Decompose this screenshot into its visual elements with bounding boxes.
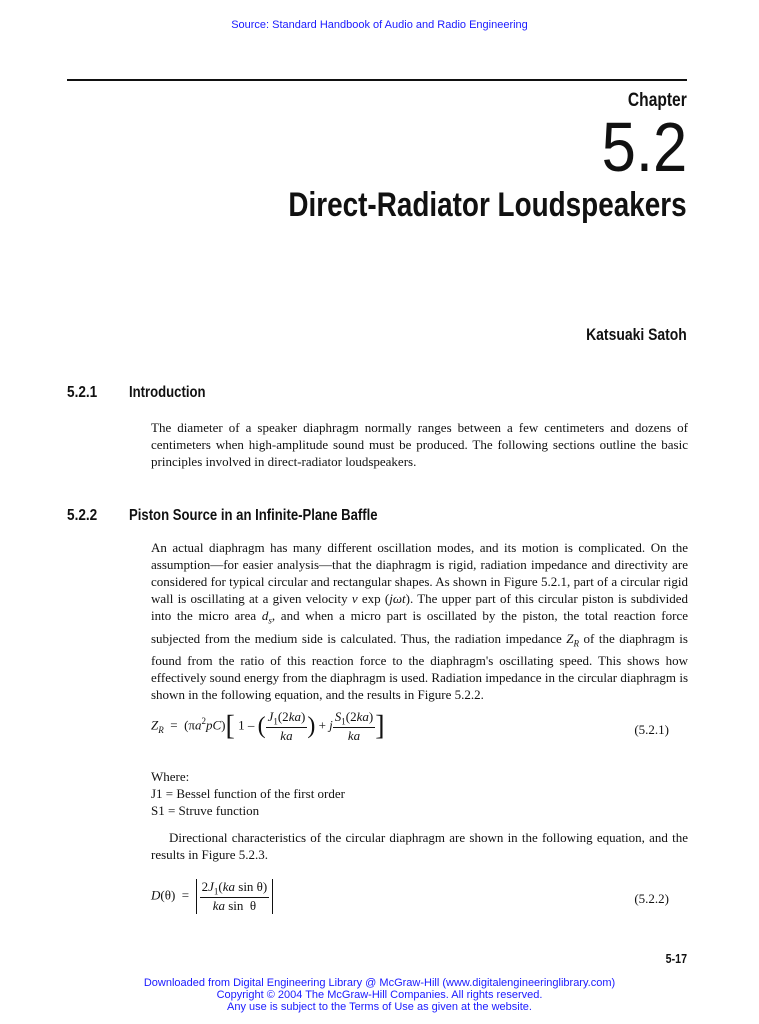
section-title: Introduction [129, 384, 206, 401]
equation-directivity: D(θ) = $\frac{2J_1(ka \sin \theta)}{\text{ka sin θ}}$ [151, 879, 273, 914]
section-number: 5.2.1 [67, 384, 98, 401]
footer-copyright: Copyright © 2004 The McGraw-Hill Companies. All rights reserved. [216, 989, 543, 1001]
where-label: Where: [151, 769, 190, 784]
intro-paragraph: The diameter of a speaker diaphragm normally ranges between a few centimeters and dozens of centimeters when high-amplitude sound must be produced. The following sections outline the basic principles involved in direct-radiator loudspeakers. [151, 420, 688, 469]
equation-radiation-impedance: $Z_R = (\pi a^2pC)$[ 1 – ( $\frac{J_1(2ka)}{ka}$ ) + j $\frac{S_1(2ka)}{ka}$ ] [151, 709, 385, 743]
equation-number: (5.2.1) [634, 722, 669, 737]
chapter-title: Direct-Radiator Loudspeakers [288, 186, 687, 224]
author-name: Katsuaki Satoh [586, 325, 687, 344]
piston-paragraph: An actual diaphragm has many different oscillation modes, and its motion is complicated. On the assumption—for easier analysis—that the diaphragm is rigid, radiation impedance and directivity are considered for typical circular and rectangular shapes. As shown in Figure 5.2.1, part of a circular rigid wall is oscillating at a given velocity v exp (jωt). The upper part of this circular piston is subdivided into the micro area $d_s$, and when a micro part is oscillated by the piston, the total reaction force subjected from the medium side is calculated. Thus, the radiation impedance $Z_R$ of the diaphragm is found from the ratio of this reaction force to the diaphragm's oscillating speed. This shows how effectively sound energy from the diaphragm is used. Radiation impedance in the circular diaphragm is shown in the following equation, and the results in Figure 5.2.2. [151, 540, 688, 703]
directional-paragraph: Directional characteristics of the circular diaphragm are shown in the following equation, and the results in Figure 5.2.3. [151, 830, 688, 862]
page-number: 5-17 [665, 951, 687, 966]
chapter-number: 5.2 [601, 108, 687, 186]
section-number: 5.2.2 [67, 507, 98, 524]
definition-j1: J1 = Bessel function of the first order [151, 786, 345, 801]
chapter-label: Chapter [628, 90, 687, 111]
definition-s1: S1 = Struve function [151, 803, 260, 818]
equation-number: (5.2.2) [634, 891, 669, 906]
footer-download-link[interactable]: Downloaded from Digital Engineering Library @ McGraw-Hill (www.digitalengineeringlibrary.com) [143, 977, 616, 989]
header-rule [67, 79, 687, 81]
footer-terms: Any use is subject to the Terms of Use as given at the website. [227, 1001, 532, 1013]
source-header: Source: Standard Handbook of Audio and Radio Engineering [231, 19, 528, 31]
footer [0, 977, 759, 1013]
section-title: Piston Source in an Infinite-Plane Baffle [129, 507, 378, 524]
